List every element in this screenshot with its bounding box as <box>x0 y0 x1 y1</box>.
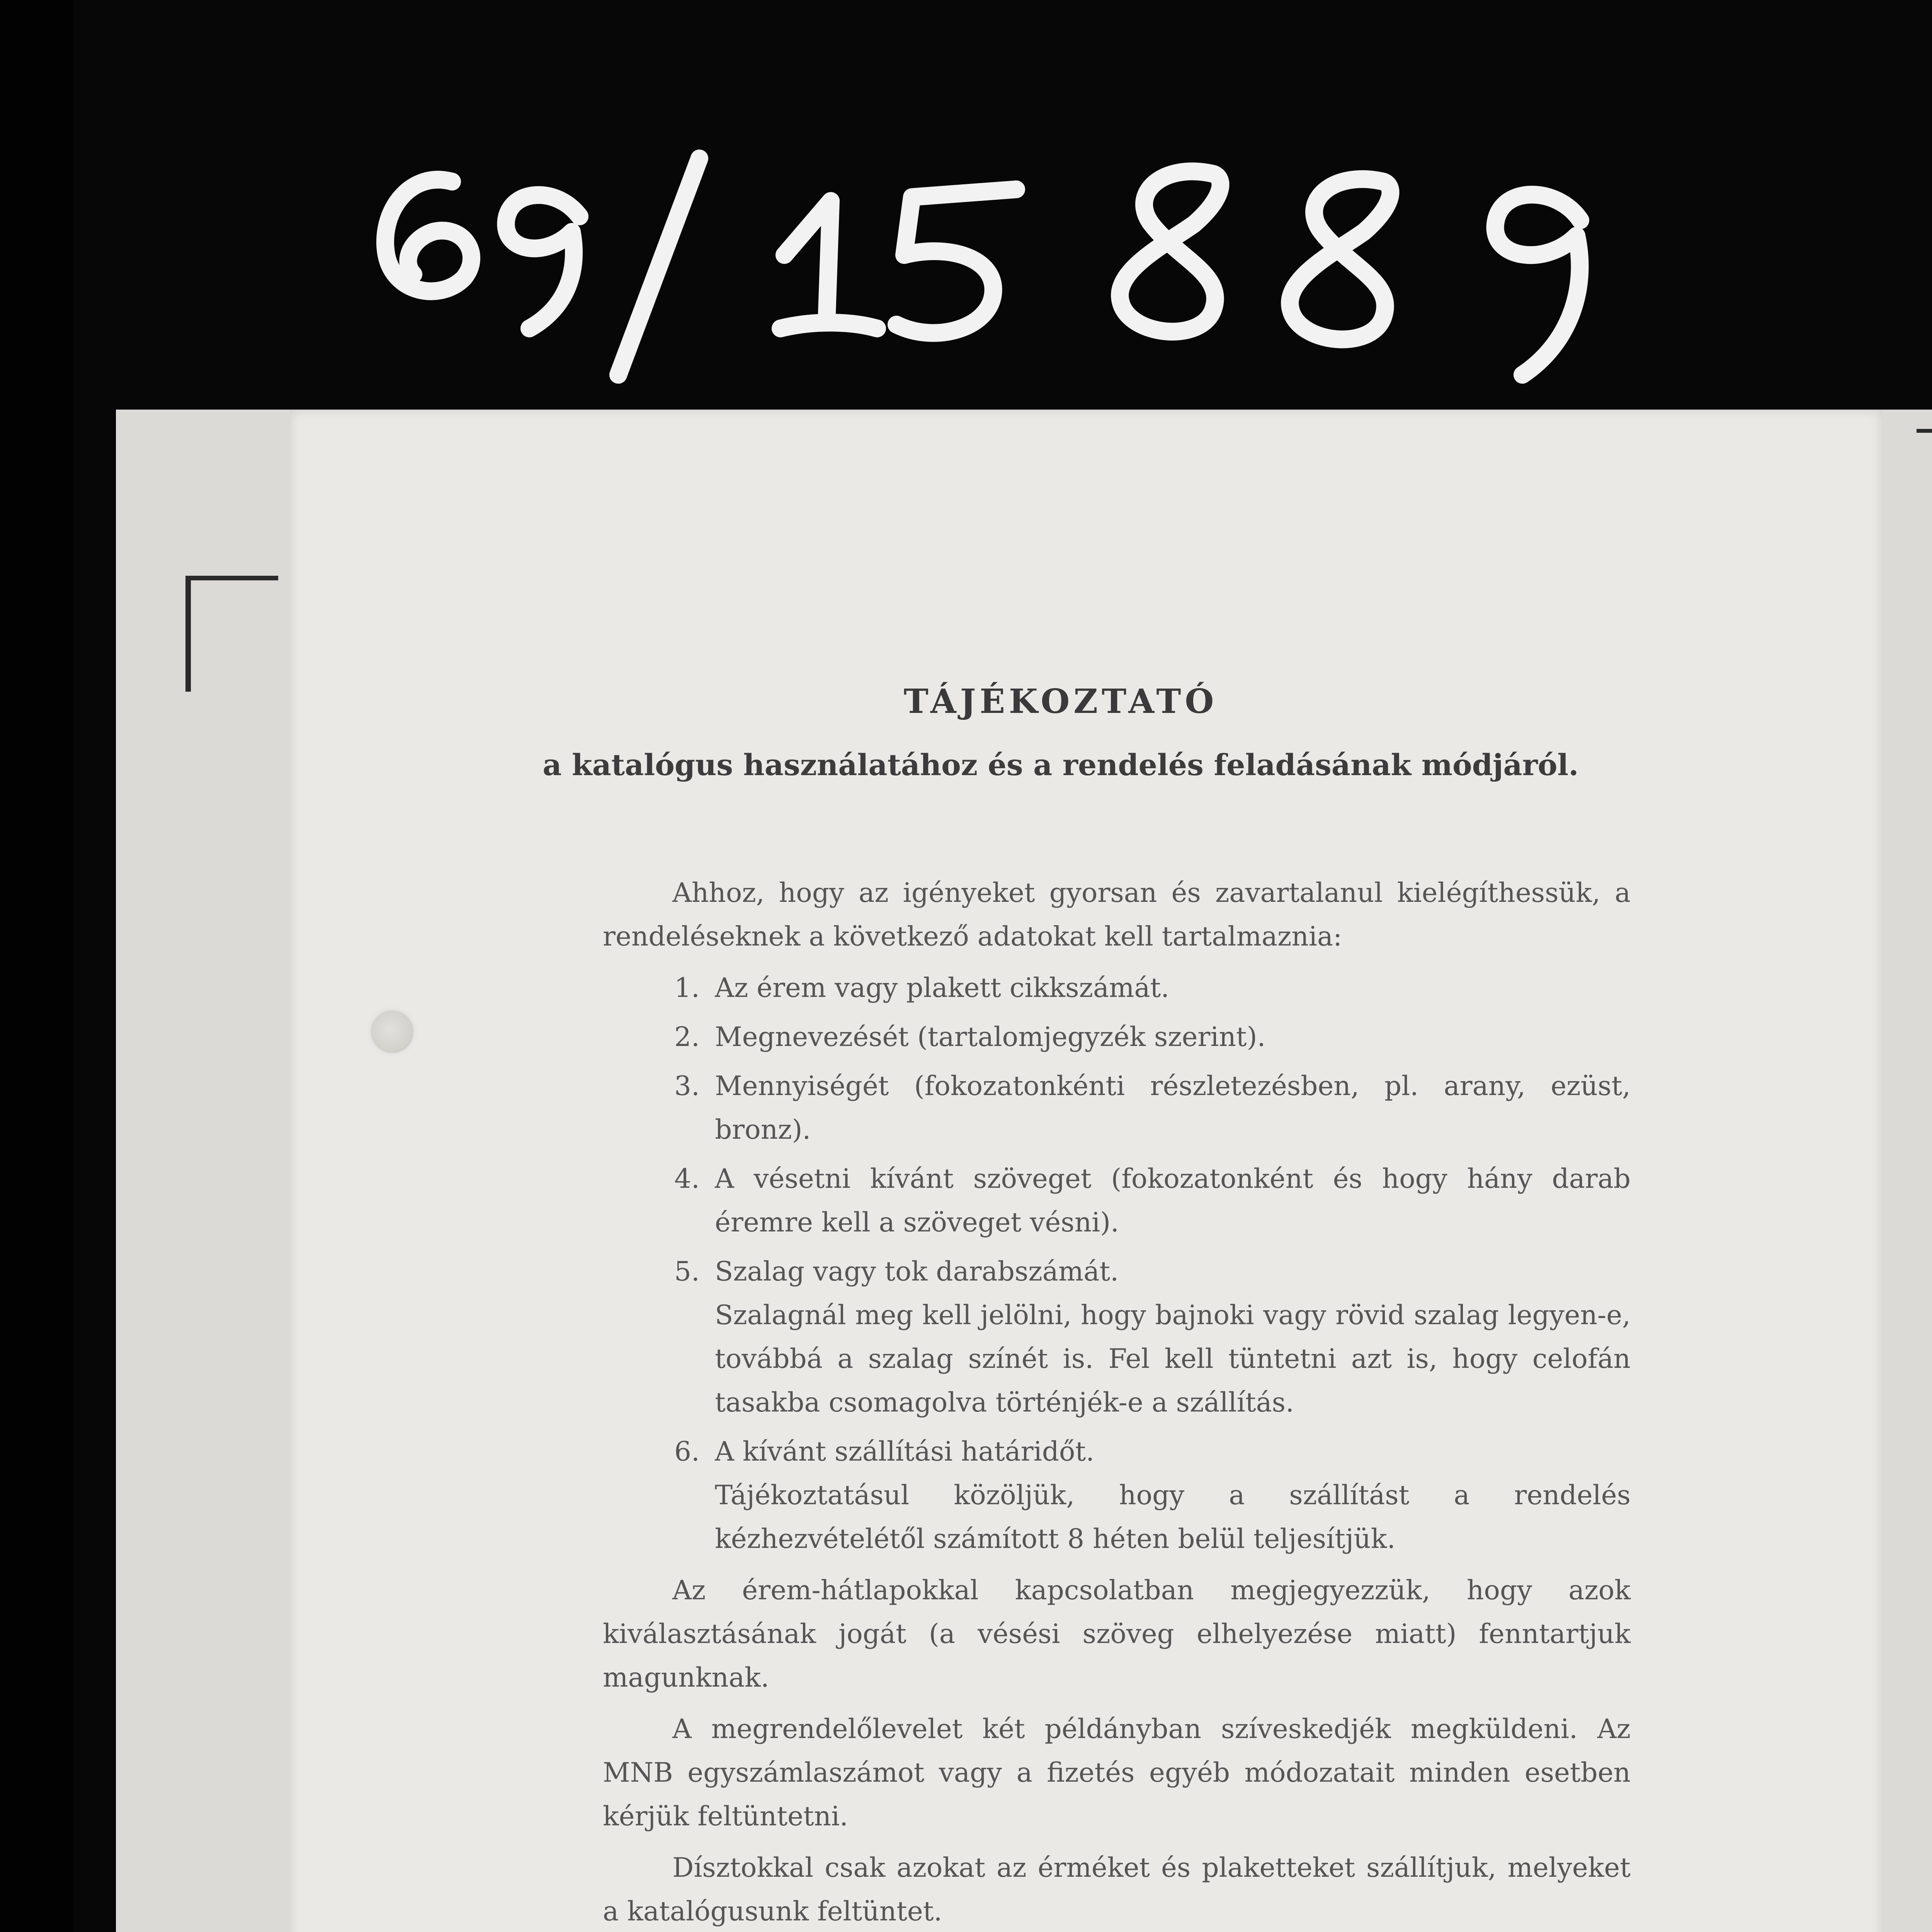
intro-paragraph: Ahhoz, hogy az igényeket gyorsan és zavartalanul kielégíthessük, a rendeléseknek a következő adatokat kell tartalmaznia: <box>603 878 1631 952</box>
list-item <box>603 966 1631 1010</box>
list-item-number: 3. <box>674 1071 700 1102</box>
document-subtitle: a katalógus használatához és a rendelés feladásának módjáról. <box>543 748 1579 782</box>
list-item-text: Az érem vagy plakett cikkszámát. <box>715 973 1170 1003</box>
list-item-number: 6. <box>674 1436 700 1467</box>
handwritten-archive-number <box>363 128 1793 406</box>
list-item-number: 4. <box>674 1163 700 1194</box>
list-item <box>603 1065 1631 1152</box>
list-item-text: A kívánt szállítási határidőt. <box>715 1436 1095 1467</box>
crop-mark-top-left-horizontal <box>185 576 278 580</box>
list-item <box>603 1157 1631 1245</box>
list-item-note: Tájékoztatásul közöljük, hogy a szállítást a rendelés kézhezvételétől számított 8 héten belül teljesítjük. <box>715 1480 1631 1554</box>
body-paragraph: Az érem-hátlapokkal kapcsolatban megjegyezzük, hogy azok kiválasztásának jogát (a vésési szöveg elhelyezése miatt) fenntartjuk magunknak. <box>603 1575 1631 1693</box>
list-item-number: 2. <box>674 1022 700 1053</box>
punch-hole-upper <box>371 1010 413 1053</box>
crop-mark-top-right-horizontal <box>1917 429 1932 433</box>
list-item-number: 1. <box>674 973 700 1003</box>
list-item-text: Megnevezését (tartalomjegyzék szerint). <box>715 1022 1266 1053</box>
film-margin-left <box>0 0 73 1932</box>
list-item-number: 5. <box>674 1256 700 1287</box>
document-body <box>603 871 1631 1932</box>
list-item-text: Mennyiségét (fokozatonkénti részletezésben, pl. arany, ezüst, bronz). <box>715 1071 1631 1145</box>
handwriting-text: 69/15889 <box>363 391 400 400</box>
list-item-text: A vésetni kívánt szöveget (fokozatonként és hogy hány darab éremre kell a szöveget vésni). <box>715 1163 1631 1238</box>
list-item <box>603 1250 1631 1425</box>
list-item-note: Szalagnál meg kell jelölni, hogy bajnoki vagy rövid szalag legyen-e, továbbá a szalag színét is. Fel kell tüntetni azt is, hogy celofán tasakba csomagolva történjék-e a szállítás. <box>715 1300 1631 1418</box>
list-item-text: Szalag vagy tok darabszámát. <box>715 1256 1119 1287</box>
list-item <box>603 1430 1631 1561</box>
requirements-list <box>603 966 1631 1561</box>
list-item <box>603 1015 1631 1059</box>
body-paragraph: Dísztokkal csak azokat az érméket és plaketteket szállítjuk, melyeket a katalógusunk feltüntet. <box>603 1852 1631 1927</box>
crop-mark-top-left-vertical <box>185 576 191 692</box>
body-paragraph: A megrendelőlevelet két példányban szíveskedjék megküldeni. Az MNB egyszámlaszámot vagy a fizetés egyéb módozatait minden esetben kérjük feltüntetni. <box>603 1714 1631 1832</box>
document-title: TÁJÉKOZTATÓ <box>903 682 1218 721</box>
